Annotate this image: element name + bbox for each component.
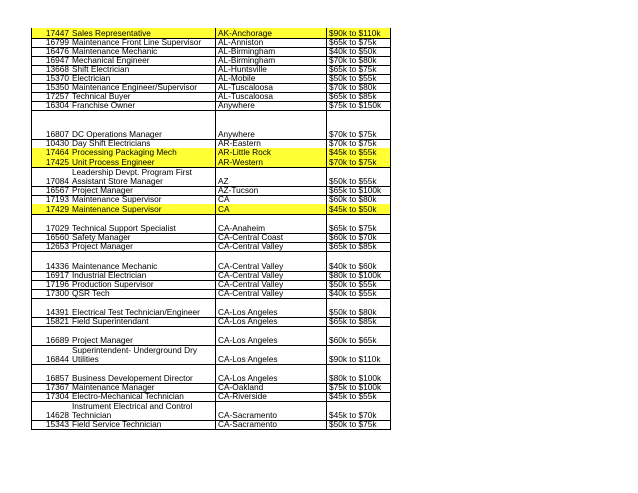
location-cell: AR-Eastern	[216, 139, 327, 148]
location-cell: AL-Birmingham	[216, 56, 327, 65]
job-title-cell: Franchise Owner	[71, 101, 216, 110]
job-title-cell: Business Developement Director	[71, 364, 216, 383]
job-title-cell: Maintenance Front Line Supervisor	[71, 38, 216, 47]
job-id-cell: 17367	[31, 383, 71, 392]
location-cell: CA-Los Angeles	[216, 364, 327, 383]
location-cell: CA-Central Valley	[216, 289, 327, 298]
salary-cell: $45k to $55k	[327, 392, 391, 401]
location-cell: AL-Birmingham	[216, 47, 327, 56]
job-title-cell: Project Manager	[71, 186, 216, 195]
job-title-cell: Maintenance Mechanic	[71, 251, 216, 271]
job-id-cell: 15343	[31, 420, 71, 429]
job-id-cell: 10430	[31, 139, 71, 148]
location-cell: AL-Tuscaloosa	[216, 92, 327, 101]
job-id-cell: 16689	[31, 326, 71, 345]
job-title-cell: Safety Manager	[71, 233, 216, 242]
job-id-cell: 17304	[31, 392, 71, 401]
location-cell: AL-Tuscaloosa	[216, 83, 327, 92]
job-title-cell: Sales Representative	[71, 28, 216, 38]
table-row	[31, 346, 391, 365]
job-title-cell: Field Superintendant	[71, 317, 216, 326]
salary-cell: $70k to $80k	[327, 83, 391, 92]
job-title-cell: DC Operations Manager	[71, 110, 216, 139]
job-title-cell: Processing Packaging Mech	[71, 148, 216, 157]
job-title-cell: Shift Electrician	[71, 65, 216, 74]
location-cell: Anywhere	[216, 101, 327, 110]
location-cell: CA-Central Valley	[216, 242, 327, 251]
job-id-cell: 17425	[31, 157, 71, 167]
salary-cell: $40k to $50k	[327, 47, 391, 56]
location-cell: CA-Sacramento	[216, 401, 327, 420]
table-row	[31, 365, 391, 384]
salary-cell: $90k to $110k	[327, 345, 391, 364]
job-title-cell: Day Shift Electricians	[71, 139, 216, 148]
location-cell: CA-Sacramento	[216, 420, 327, 429]
job-id-cell: 17257	[31, 92, 71, 101]
table-row	[31, 299, 391, 318]
salary-cell: $50k to $55k	[327, 74, 391, 83]
location-cell: CA-Los Angeles	[216, 326, 327, 345]
location-cell: CA-Los Angeles	[216, 298, 327, 317]
job-id-cell: 17300	[31, 289, 71, 298]
salary-cell: $70k to $75k	[327, 157, 391, 167]
job-id-cell: 16857	[31, 364, 71, 383]
salary-cell: $65k to $75k	[327, 65, 391, 74]
job-id-cell: 16917	[31, 271, 71, 280]
salary-cell: $60k to $70k	[327, 233, 391, 242]
job-title-cell: Industrial Electrician	[71, 271, 216, 280]
table-row	[31, 168, 391, 187]
job-title-cell: QSR Tech	[71, 289, 216, 298]
table-row	[31, 327, 391, 346]
job-id-cell: 16807	[31, 110, 71, 139]
job-id-cell: 17447	[31, 28, 71, 38]
location-cell: CA-Anaheim	[216, 214, 327, 233]
location-cell: CA-Central Coast	[216, 233, 327, 242]
location-cell: CA	[216, 204, 327, 214]
job-title-cell: Maintenance Mechanic	[71, 47, 216, 56]
salary-cell: $65k to $75k	[327, 214, 391, 233]
salary-cell: $70k to $75k	[327, 139, 391, 148]
job-title-cell: Unit Process Engineer	[71, 157, 216, 167]
job-id-cell: 12653	[31, 242, 71, 251]
job-id-cell: 14628	[31, 401, 71, 420]
job-title-cell: Electrician	[71, 74, 216, 83]
table-row	[31, 402, 391, 421]
location-cell: CA-Central Valley	[216, 251, 327, 271]
salary-cell: $80k to $100k	[327, 271, 391, 280]
job-title-cell: Maintenance Manager	[71, 383, 216, 392]
location-cell: AK-Anchorage	[216, 28, 327, 38]
job-id-cell: 15350	[31, 83, 71, 92]
location-cell: AR-Little Rock	[216, 148, 327, 157]
salary-cell: $65k to $100k	[327, 186, 391, 195]
salary-cell: $60k to $80k	[327, 195, 391, 204]
job-id-cell: 17193	[31, 195, 71, 204]
job-id-cell: 16304	[31, 101, 71, 110]
salary-cell: $75k to $150k	[327, 101, 391, 110]
location-cell: AL-Mobile	[216, 74, 327, 83]
job-id-cell: 16947	[31, 56, 71, 65]
job-id-cell: 15370	[31, 74, 71, 83]
job-title-cell: Leadership Devpt. Program First Assistant Store Manager	[71, 167, 216, 186]
salary-cell: $45k to $55k	[327, 148, 391, 157]
location-cell: CA-Riverside	[216, 392, 327, 401]
salary-cell: $40k to $55k	[327, 289, 391, 298]
location-cell: CA-Central Valley	[216, 271, 327, 280]
salary-cell: $70k to $80k	[327, 56, 391, 65]
job-title-cell: Maintenance Supervisor	[71, 195, 216, 204]
job-id-cell: 16560	[31, 233, 71, 242]
job-id-cell: 17196	[31, 280, 71, 289]
job-id-cell: 17084	[31, 167, 71, 186]
location-cell: AL-Huntsville	[216, 65, 327, 74]
salary-cell: $80k to $100k	[327, 364, 391, 383]
salary-cell: $75k to $100k	[327, 383, 391, 392]
salary-cell: $65k to $85k	[327, 92, 391, 101]
job-id-cell: 15821	[31, 317, 71, 326]
job-title-cell: Maintenance Engineer/Supervisor	[71, 83, 216, 92]
job-title-cell: Technical Buyer	[71, 92, 216, 101]
job-title-cell: Electrical Test Technician/Engineer	[71, 298, 216, 317]
job-title-cell: Project Manager	[71, 242, 216, 251]
salary-cell: $60k to $65k	[327, 326, 391, 345]
job-title-cell: Technical Support Specialist	[71, 214, 216, 233]
job-id-cell: 14336	[31, 251, 71, 271]
table-row	[31, 421, 391, 430]
job-id-cell: 13668	[31, 65, 71, 74]
job-id-cell: 16799	[31, 38, 71, 47]
job-listings-table	[31, 29, 391, 430]
salary-cell: $65k to $85k	[327, 317, 391, 326]
location-cell: AR-Western	[216, 157, 327, 167]
job-title-cell: Instrument Electrical and Control Technician	[71, 401, 216, 420]
job-title-cell: Field Service Technician	[71, 420, 216, 429]
job-title-cell: Maintenance Supervisor	[71, 204, 216, 214]
job-id-cell: 16844	[31, 345, 71, 364]
salary-cell: $45k to $70k	[327, 401, 391, 420]
location-cell: CA	[216, 195, 327, 204]
location-cell: AZ	[216, 167, 327, 186]
salary-cell: $50k to $55k	[327, 167, 391, 186]
location-cell: CA-Los Angeles	[216, 317, 327, 326]
salary-cell: $50k to $80k	[327, 298, 391, 317]
location-cell: CA-Oakland	[216, 383, 327, 392]
location-cell: AZ-Tucson	[216, 186, 327, 195]
location-cell: CA-Central Valley	[216, 280, 327, 289]
location-cell: Anywhere	[216, 110, 327, 139]
job-id-cell: 17429	[31, 204, 71, 214]
salary-cell: $40k to $60k	[327, 251, 391, 271]
table-row	[31, 111, 391, 140]
location-cell: CA-Los Angeles	[216, 345, 327, 364]
salary-cell: $65k to $85k	[327, 242, 391, 251]
location-cell: AL-Anniston	[216, 38, 327, 47]
job-id-cell: 16567	[31, 186, 71, 195]
salary-cell: $50k to $75k	[327, 420, 391, 429]
salary-cell: $50k to $55k	[327, 280, 391, 289]
job-title-cell: Project Manager	[71, 326, 216, 345]
table-row	[31, 215, 391, 234]
salary-cell: $65k to $75k	[327, 38, 391, 47]
salary-cell: $45k to $50k	[327, 204, 391, 214]
job-id-cell: 17464	[31, 148, 71, 157]
table-row	[31, 252, 391, 272]
job-title-cell: Production Supervisor	[71, 280, 216, 289]
job-id-cell: 16476	[31, 47, 71, 56]
job-title-cell: Mechanical Engineer	[71, 56, 216, 65]
salary-cell: $90k to $110k	[327, 28, 391, 38]
job-title-cell: Superintendent- Underground Dry Utilities	[71, 345, 216, 364]
job-id-cell: 14391	[31, 298, 71, 317]
salary-cell: $70k to $75k	[327, 110, 391, 139]
job-id-cell: 17029	[31, 214, 71, 233]
job-title-cell: Electro-Mechanical Technician	[71, 392, 216, 401]
